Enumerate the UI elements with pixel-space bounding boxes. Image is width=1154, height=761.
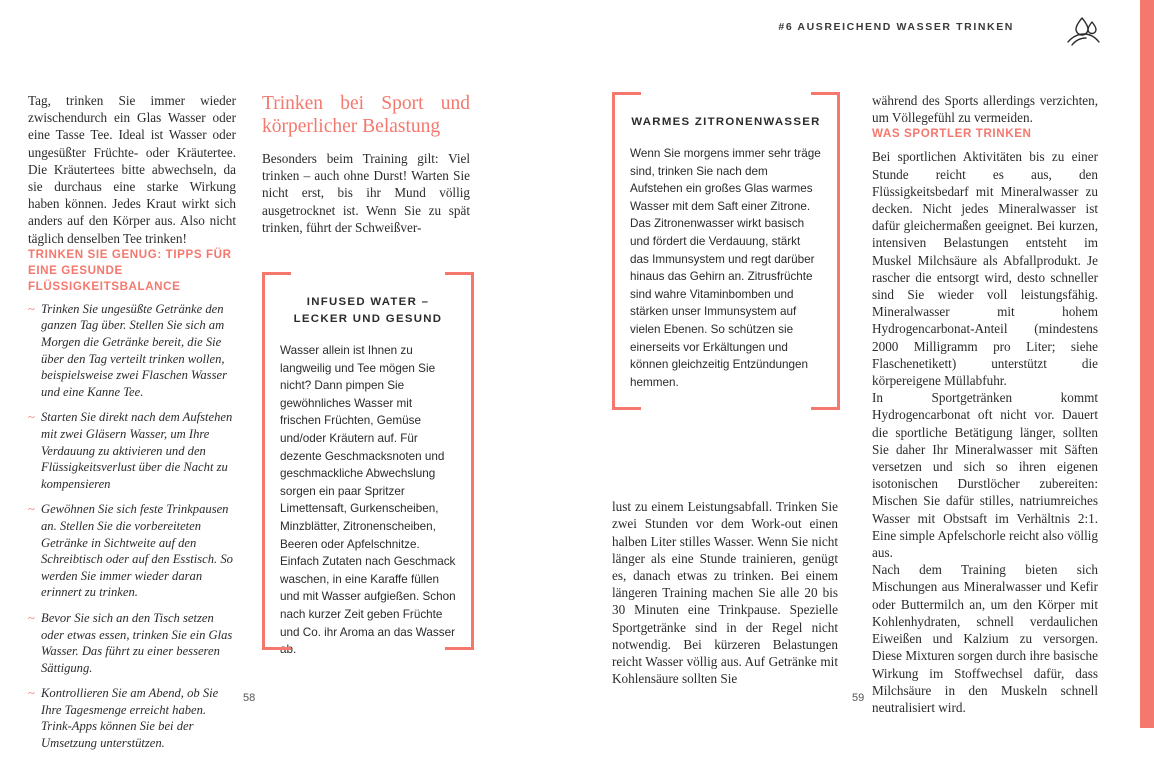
page-edge-white-gap <box>1134 0 1140 728</box>
paragraph-sportgetraenke: In Sportgetränken kommt Hydrogencarbonat oft nicht vor. Dauert die sportliche Betätigung länger, sollten Sie daher Ihr Mineralwasser mit Säften versetzen und sich so ihren eigenen isotonischen Durstlöcher zubereiten: Mischen Sie dafür stilles, natriumreiches Wasser mit Obstsaft im Verhältnis 2:1. Eine simple Apfelschorle reicht also völlig aus. <box>872 390 1098 561</box>
paragraph-lead: während des Sports allerdings verzichten, um Völlegefühl zu vermeiden. <box>872 93 1098 126</box>
corner-bottom-right <box>445 621 474 650</box>
callout-title: INFUSED WATER – LECKER UND GESUND <box>293 296 443 325</box>
page-edge-accent-strip <box>1140 0 1154 728</box>
callout-title: WARMES ZITRONENWASSER <box>631 116 821 128</box>
list-item: ~ Kontrollieren Sie am Abend, ob Sie Ihre Tagesmenge erreicht haben. Trink-Apps können Sie bei der Umsetzung unterstützen. <box>28 685 236 751</box>
corner-top-left <box>262 272 291 301</box>
column-four <box>872 92 1098 716</box>
callout-box-infused-water <box>262 272 474 657</box>
list-item: ~ Bevor Sie sich an den Tisch setzen oder etwas essen, trinken Sie ein Glas Wasser. Das führt zu einer besseren Sättigung. <box>28 610 236 676</box>
list-item: ~ Trinken Sie ungesüßte Getränke den ganzen Tag über. Stellen Sie sich am Morgen die Getränke bereit, die Sie über den Tag verteilt trinken wollen, beispielsweise zwei Flaschen Wasser und eine Kanne Tee. <box>28 301 236 401</box>
subhead-was-sportler-trinken: WAS SPORTLER TRINKEN <box>872 127 1032 141</box>
paragraph-continuation: Tag, trinken Sie immer wieder zwischendurch ein Glas Wasser oder eine Tasse Tee. Ideal ist Wasser oder ungesüßter Früchte- oder Kräutertee. Die Kräutertees bitte abwechseln, da sie durchaus eine starke Wirkung haben können. Jedes Kraut wirkt sich anders auf den Körper aus. Also nicht täglich denselben Tee trinken! <box>28 93 236 246</box>
page-number-right: 59 <box>852 692 865 704</box>
paragraph-mineralwasser: Bei sportlichen Aktivitäten bis zu einer Stunde reicht es aus, den Flüssigkeitsbedarf mit Mineralwasser zu decken. Nicht jedes Mineralwasser ist dafür gleichermaßen geeignet. Bei kurzen, intensiven Belastungen entsteht im Muskel Milchsäure als Abfallprodukt. Je rascher die entsorgt wird, desto schneller sind Sie wieder voll leistungsfähig. Mineralwasser mit hohem Hydrogencarbonat-Anteil (mindestens 2000 Milligramm pro Liter; siehe Flaschenetikett) unterstützt die körpereigene Müllabfuhr. <box>872 149 1098 389</box>
callout-body: Wenn Sie morgens immer sehr träge sind, trinken Sie nach dem Aufstehen ein großes Glas warmes Wasser mit dem Saft einer Zitrone. Das Zitronenwasser wirkt basisch und fördert die Verdauung, stärkt das Immunsystem und regt darüber hinaus das Gehirn an. Zitrusfrüchte sind wahre Vitaminbomben und stärken unser Immunsystem auf vielen Ebenen. So schützen sie einerseits vor Erkältungen und können gleichzeitig Entzündungen hemmen. <box>630 147 821 389</box>
tips-list <box>28 301 236 752</box>
water-drop-hand-icon <box>1062 12 1106 52</box>
running-head: #6 AUSREICHEND WASSER TRINKEN <box>778 21 1014 33</box>
paragraph-training: lust zu einem Leistungsabfall. Trinken Sie zwei Stunden vor dem Work-out einen halben Liter stilles Wasser. Wenn Sie nicht länger als eine Stunde trainieren, genügt es, danach etwas zu trinken. Bei einem längeren Training machen Sie alle 20 bis 30 Minuten eine Trinkpause. Spezielle Sportgetränke sind in der Regel nicht notwendig. Bei kürzeren Belastungen reicht Wasser völlig aus. Auf Getränke mit Kohlensäure sollten Sie <box>612 499 838 687</box>
subhead-trinken-sie-genug: TRINKEN SIE GENUG: TIPPS FÜR EINE GESUNDE FLÜSSIGKEITSBALANCE <box>28 247 232 293</box>
rail-right <box>837 92 840 410</box>
list-item: ~ Starten Sie direkt nach dem Aufstehen mit zwei Gläsern Wasser, um Ihre Verdauung zu aktivieren und den Flüssigkeitsverlust über die Nacht zu kompensieren <box>28 409 236 492</box>
corner-bottom-left <box>612 381 641 410</box>
rail-left <box>612 92 615 410</box>
paragraph-nach-dem-training: Nach dem Training bieten sich Mischungen aus Mineralwasser und Kefir oder Buttermilch an, um den Körper mit Kohlenhydraten, schnell verdaulichen Eiweißen und Kalzium zu versorgen. Diese Mixturen sorgen durch ihre basische Wirkung im Stoffwechsel dafür, dass Milchsäure in den Muskeln schnell neutralisiert wird. <box>872 562 1098 715</box>
section-heading: Trinken bei Sport und körperlicher Belastung <box>262 93 470 137</box>
column-one <box>28 92 236 761</box>
corner-top-right <box>811 92 840 121</box>
corner-top-left <box>612 92 641 121</box>
column-three-continuation <box>612 485 838 701</box>
column-two <box>262 92 470 236</box>
rail-left <box>262 272 265 650</box>
corner-top-right <box>445 272 474 301</box>
rail-right <box>471 272 474 650</box>
page-number-left: 58 <box>243 692 256 704</box>
callout-box-warm-lemon-water <box>612 92 840 410</box>
paragraph-sport: Besonders beim Training gilt: Viel trinken – auch ohne Durst! Warten Sie nicht erst, bis ihr Mund völlig ausgetrocknet ist. Wenn Sie zu spät trinken, führt der Schweißver- <box>262 151 470 235</box>
corner-bottom-right <box>811 381 840 410</box>
list-item: ~ Gewöhnen Sie sich feste Trinkpausen an. Stellen Sie die vorbereiteten Getränke in Sichtweite auf den Schreibtisch oder auf den Esstisch. So werden Sie immer wieder daran erinnert zu trinken. <box>28 501 236 601</box>
corner-bottom-left <box>262 621 291 650</box>
callout-body: Wasser allein ist Ihnen zu langweilig und Tee mögen Sie nicht? Dann pimpen Sie gewöhnliches Wasser mit frischen Früchten, Gemüse und/oder Kräutern auf. Für dezente Geschmacksnoten und geschmackliche Abwechslung sorgen ein paar Spritzer Limettensaft, Gurkenscheiben, Minzblätter, Zitronenscheiben, Beeren oder Apfelschnitze. Einfach Zutaten nach Geschmack waschen, in eine Karaffe füllen und mit Wasser aufgießen. Schon nach kurzer Zeit geben Früchte und Co. ihr Aroma an das Wasser ab. <box>280 344 456 657</box>
